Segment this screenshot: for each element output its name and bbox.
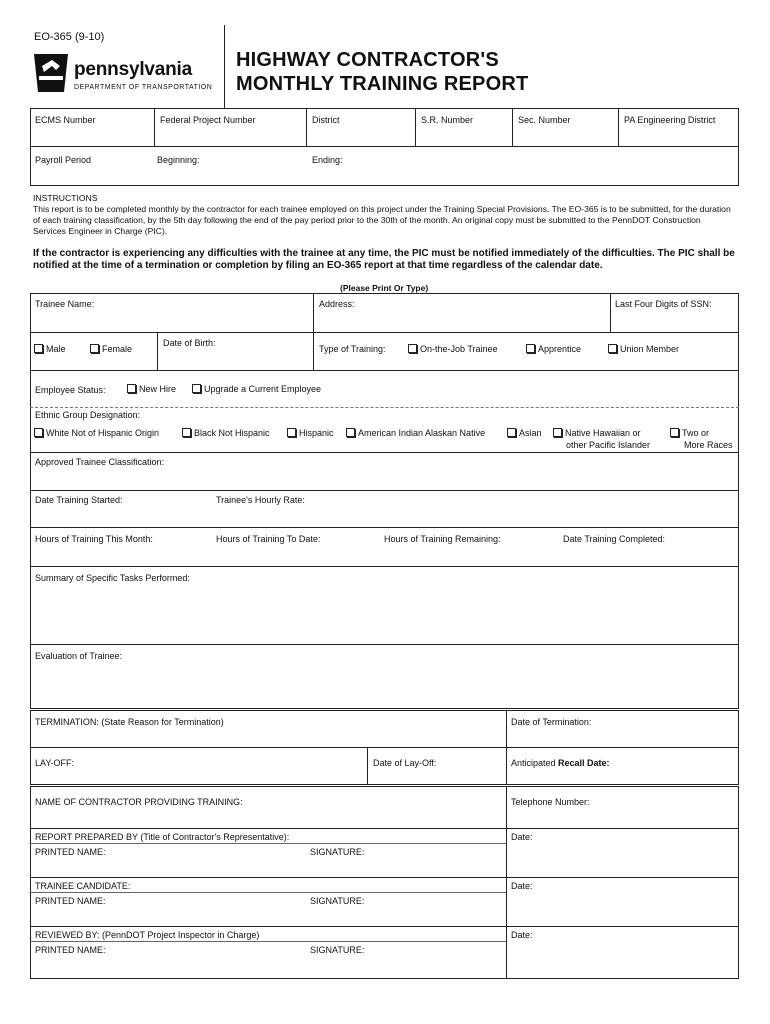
checkbox-icon	[182, 428, 191, 437]
checkbox-icon	[526, 344, 535, 353]
federal-project-number-field[interactable]: Federal Project Number	[160, 115, 256, 125]
reviewer-printed-name-field[interactable]: PRINTED NAME:	[35, 945, 106, 955]
telephone-number-field[interactable]: Telephone Number:	[511, 797, 590, 807]
keystone-logo-icon	[30, 52, 72, 94]
beginning-field[interactable]: Beginning:	[157, 155, 200, 165]
evaluation-field[interactable]: Evaluation of Trainee:	[35, 651, 123, 661]
checkbox-icon	[408, 344, 417, 353]
prepared-signature-field[interactable]: SIGNATURE:	[310, 847, 365, 857]
payroll-period-label: Payroll Period	[35, 155, 92, 165]
union-member-checkbox[interactable]: Union Member	[608, 344, 679, 355]
signature-box	[30, 786, 739, 979]
address-field[interactable]: Address:	[319, 299, 355, 309]
approved-classification-field[interactable]: Approved Trainee Classification:	[35, 457, 165, 467]
date-of-birth-field[interactable]: Date of Birth:	[163, 338, 216, 348]
trainee-info-box	[30, 293, 739, 709]
instructions-body: This report is to be completed monthly by the contractor for each trainee employed on this project under the Training Special Provisions. The EO-365 is to be submitted, for the duration of each training classification, by the 5th day following the end of the pay period prior to the 30th of the month. An original copy must be submitted to the PennDOT Construction Services Engineer in Charge (PIC).	[33, 204, 731, 236]
new-hire-checkbox[interactable]: New Hire	[127, 384, 176, 395]
checkbox-icon	[34, 344, 43, 353]
male-checkbox[interactable]: Male	[34, 344, 66, 355]
ecms-number-field[interactable]: ECMS Number	[35, 115, 96, 125]
instructions-heading: INSTRUCTIONS	[33, 193, 98, 203]
form-title-line1: HIGHWAY CONTRACTOR'S	[236, 49, 499, 71]
checkbox-icon	[90, 344, 99, 353]
reviewer-signature-field[interactable]: SIGNATURE:	[310, 945, 365, 955]
summary-tasks-field[interactable]: Summary of Specific Tasks Performed:	[35, 573, 190, 583]
two-or-more-races-checkbox[interactable]: Two or	[670, 428, 709, 439]
checkbox-icon	[346, 428, 355, 437]
trainee-printed-name-field[interactable]: PRINTED NAME:	[35, 896, 106, 906]
female-checkbox[interactable]: Female	[90, 344, 132, 355]
checkbox-icon	[670, 428, 679, 437]
trainee-name-field[interactable]: Trainee Name:	[35, 299, 95, 309]
district-field[interactable]: District	[312, 115, 340, 125]
ssn-field[interactable]: Last Four Digits of SSN:	[615, 299, 712, 309]
ethnic-group-label: Ethnic Group Designation:	[35, 410, 141, 420]
layoff-field[interactable]: LAY-OFF:	[35, 758, 75, 768]
pa-engineering-district-field[interactable]: PA Engineering District	[624, 115, 716, 125]
native-hawaiian-checkbox[interactable]: Native Hawaiian or	[553, 428, 641, 439]
ending-field[interactable]: Ending:	[312, 155, 343, 165]
logo-name: pennsylvania	[74, 59, 192, 80]
hourly-rate-field[interactable]: Trainee's Hourly Rate:	[216, 495, 305, 505]
checkbox-icon	[553, 428, 562, 437]
checkbox-icon	[34, 428, 43, 437]
white-checkbox[interactable]: White Not of Hispanic Origin	[34, 428, 159, 439]
upgrade-employee-checkbox[interactable]: Upgrade a Current Employee	[192, 384, 321, 395]
employee-status-label: Employee Status:	[35, 385, 106, 395]
sr-number-field[interactable]: S.R. Number	[421, 115, 474, 125]
termination-reason-field[interactable]: TERMINATION: (State Reason for Termination)	[35, 717, 224, 727]
checkbox-icon	[127, 384, 136, 393]
hours-to-date-field[interactable]: Hours of Training To Date:	[216, 534, 321, 544]
hours-this-month-field[interactable]: Hours of Training This Month:	[35, 534, 153, 544]
print-or-type-note: (Please Print Or Type)	[340, 283, 429, 293]
trainee-candidate-label: TRAINEE CANDIDATE:	[35, 881, 131, 891]
native-hawaiian-label-2: other Pacific Islander	[566, 440, 651, 450]
date-of-termination-field[interactable]: Date of Termination:	[511, 717, 592, 727]
logo-department: DEPARTMENT OF TRANSPORTATION	[74, 84, 213, 91]
two-or-more-races-label-2: More Races	[684, 440, 733, 450]
checkbox-icon	[287, 428, 296, 437]
reviewer-date-field[interactable]: Date:	[511, 930, 533, 940]
hispanic-checkbox[interactable]: Hispanic	[287, 428, 334, 439]
recall-date-field[interactable]: Anticipated Recall Date:	[511, 758, 610, 768]
black-checkbox[interactable]: Black Not Hispanic	[182, 428, 270, 439]
pic-notice: If the contractor is experiencing any difficulties with the trainee at any time, the PIC must be notified immediately of the difficulties. The PIC shall be notified at the time of a termination or completion by filing an EO-365 report at that time regardless of the calendar date.	[33, 248, 735, 271]
date-training-started-field[interactable]: Date Training Started:	[35, 495, 123, 505]
american-indian-checkbox[interactable]: American Indian Alaskan Native	[346, 428, 485, 439]
type-of-training-label: Type of Training:	[319, 344, 386, 354]
on-the-job-trainee-checkbox[interactable]: On-the-Job Trainee	[408, 344, 498, 355]
form-title-line2: MONTHLY TRAINING REPORT	[236, 73, 529, 95]
trainee-signature-field[interactable]: SIGNATURE:	[310, 896, 365, 906]
date-of-layoff-field[interactable]: Date of Lay-Off:	[373, 758, 437, 768]
prepared-date-field[interactable]: Date:	[511, 832, 533, 842]
checkbox-icon	[608, 344, 617, 353]
form-number: EO-365 (9-10)	[34, 31, 105, 43]
sec-number-field[interactable]: Sec. Number	[518, 115, 571, 125]
header-divider	[224, 25, 225, 108]
asian-checkbox[interactable]: Asian	[507, 428, 542, 439]
reviewed-by-label: REVIEWED BY: (PennDOT Project Inspector in Charge)	[35, 930, 260, 940]
checkbox-icon	[192, 384, 201, 393]
apprentice-checkbox[interactable]: Apprentice	[526, 344, 581, 355]
contractor-name-field[interactable]: NAME OF CONTRACTOR PROVIDING TRAINING:	[35, 797, 243, 807]
hours-remaining-field[interactable]: Hours of Training Remaining:	[384, 534, 501, 544]
trainee-date-field[interactable]: Date:	[511, 881, 533, 891]
prepared-printed-name-field[interactable]: PRINTED NAME:	[35, 847, 106, 857]
checkbox-icon	[507, 428, 516, 437]
report-prepared-by-label: REPORT PREPARED BY (Title of Contractor's Representative):	[35, 832, 290, 842]
date-training-completed-field[interactable]: Date Training Completed:	[563, 534, 666, 544]
